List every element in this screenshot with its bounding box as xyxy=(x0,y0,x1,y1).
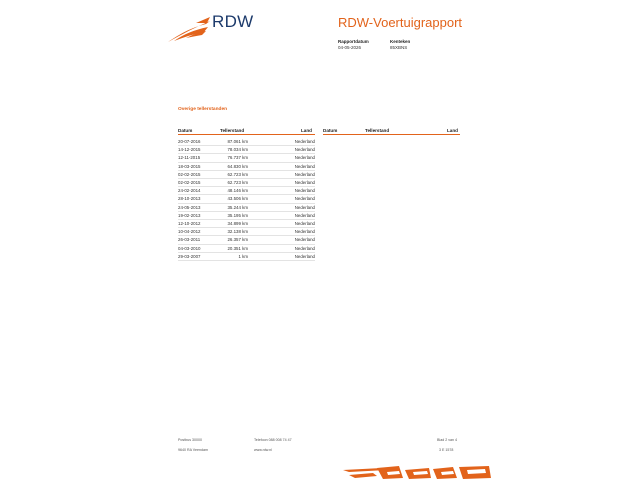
rdw-stripes-flag-icon xyxy=(343,464,491,479)
column-header-odometer: Tellerstand xyxy=(220,128,245,133)
report-title: RDW-Voertuigrapport xyxy=(338,15,463,30)
plate-value: 85XBNS xyxy=(390,45,408,50)
cell-odometer: 64.830 km xyxy=(227,163,248,169)
cell-odometer: 35.244 km xyxy=(227,204,248,210)
column-header-date-right: Datum xyxy=(323,128,338,133)
footer-postbus: Postbus 30000 xyxy=(178,438,202,442)
column-header-date: Datum xyxy=(178,128,193,133)
cell-odometer: 1 km xyxy=(238,253,248,259)
cell-date: 18-03-2015 xyxy=(178,163,201,169)
cell-country: Nederland xyxy=(294,196,315,202)
cell-country: Nederland xyxy=(294,163,315,169)
cell-date: 02-02-2015 xyxy=(178,171,201,177)
footer-page: Blad 2 van 4 xyxy=(437,438,457,442)
cell-country: Nederland xyxy=(294,147,315,153)
cell-date: 26-03-2011 xyxy=(178,237,201,243)
cell-odometer: 78.034 km xyxy=(227,147,248,153)
column-header-country: Land xyxy=(301,128,312,133)
footer-website: www.rdw.nl xyxy=(254,448,272,452)
cell-odometer: 35.195 km xyxy=(227,212,248,218)
cell-odometer: 87.061 km xyxy=(227,139,248,144)
cell-date: 02-02-2015 xyxy=(178,180,201,185)
cell-date: 04-03-2010 xyxy=(178,245,201,251)
cell-date: 12-11-2015 xyxy=(178,155,201,161)
cell-country: Nederland xyxy=(294,155,315,161)
cell-country: Nederland xyxy=(294,245,315,251)
cell-country: Nederland xyxy=(294,139,315,144)
report-date-label: Rapportdatum xyxy=(338,39,369,44)
cell-country: Nederland xyxy=(294,212,315,218)
column-header-country-right: Land xyxy=(447,128,458,133)
cell-date: 19-02-2013 xyxy=(178,212,201,218)
cell-country: Nederland xyxy=(294,171,315,177)
report-date-value: 04-05-2026 xyxy=(338,45,362,50)
footer-phone: Telefoon 088 008 74 47 xyxy=(254,438,292,442)
table-row xyxy=(178,252,315,261)
cell-odometer: 62.723 km xyxy=(227,171,248,177)
cell-date: 12-10-2012 xyxy=(178,221,201,226)
cell-date: 10-04-2012 xyxy=(178,229,201,235)
cell-odometer: 76.737 km xyxy=(227,155,248,161)
cell-odometer: 20.351 km xyxy=(227,245,248,251)
header-divider xyxy=(178,134,315,135)
cell-odometer: 43.506 km xyxy=(227,196,248,202)
cell-odometer: 34.899 km xyxy=(227,221,248,226)
cell-country: Nederland xyxy=(294,253,315,259)
cell-odometer: 32.138 km xyxy=(227,229,248,235)
cell-country: Nederland xyxy=(294,180,315,185)
cell-country: Nederland xyxy=(294,229,315,235)
cell-odometer: 26.357 km xyxy=(227,237,248,243)
plate-label: Kenteken xyxy=(390,39,411,44)
column-header-odometer-right: Tellerstand xyxy=(365,128,390,133)
footer-address: 9640 RA Veendam xyxy=(178,448,208,452)
footer-code: 3 E 1578 xyxy=(439,448,454,452)
cell-date: 14-12-2015 xyxy=(178,147,201,153)
cell-country: Nederland xyxy=(294,237,315,243)
cell-country: Nederland xyxy=(294,188,315,194)
logo-text: RDW xyxy=(212,12,254,31)
cell-date: 24-02-2014 xyxy=(178,188,201,194)
cell-country: Nederland xyxy=(294,221,315,226)
cell-date: 24-05-2013 xyxy=(178,204,201,210)
cell-date: 20-07-2016 xyxy=(178,139,201,144)
cell-country: Nederland xyxy=(294,204,315,210)
section-title: Overige tellerstanden xyxy=(178,107,228,112)
cell-date: 29-03-2007 xyxy=(178,253,201,259)
cell-odometer: 48.146 km xyxy=(227,188,248,194)
header-divider-right xyxy=(323,134,460,135)
cell-date: 28-10-2013 xyxy=(178,196,201,202)
cell-odometer: 62.723 km xyxy=(227,180,248,185)
